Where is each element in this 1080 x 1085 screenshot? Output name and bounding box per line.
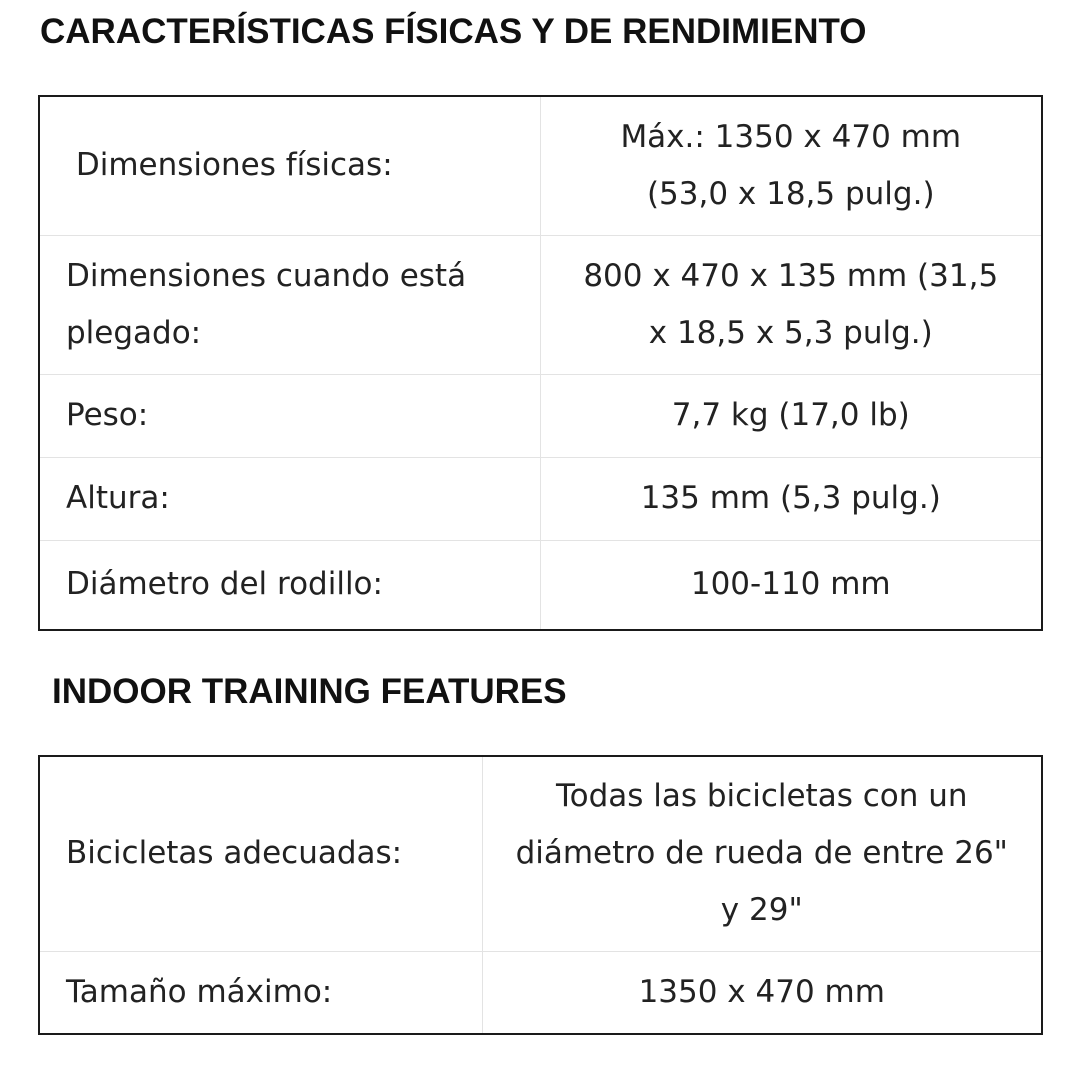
table-row: [39, 374, 1042, 457]
physical-specs-table: [38, 95, 1043, 631]
spec-value: 100-110 mm: [540, 540, 1042, 630]
table-row: [39, 235, 1042, 374]
table-row: [39, 457, 1042, 540]
spec-label: Peso:: [39, 374, 540, 457]
spec-label: Altura:: [39, 457, 540, 540]
spec-value: 800 x 470 x 135 mm (31,5 x 18,5 x 5,3 pulg.): [540, 235, 1042, 374]
indoor-training-table: [38, 755, 1043, 1035]
section-title-indoor-training: INDOOR TRAINING FEATURES: [52, 672, 567, 711]
spec-value: Máx.: 1350 x 470 mm (53,0 x 18,5 pulg.): [620, 118, 962, 212]
table-row: [39, 951, 1042, 1034]
spec-label: Tamaño máximo:: [39, 951, 482, 1034]
spec-value: 1350 x 470 mm: [482, 951, 1042, 1034]
spec-value: 7,7 kg (17,0 lb): [540, 374, 1042, 457]
spec-label: Dimensiones cuando está plegado:: [39, 235, 540, 374]
spec-label: Dimensiones físicas:: [39, 96, 540, 235]
spec-value: 135 mm (5,3 pulg.): [540, 457, 1042, 540]
spec-label: Bicicletas adecuadas:: [39, 756, 482, 951]
table-row: [39, 96, 1042, 235]
table-row: [39, 756, 1042, 951]
table-row: [39, 540, 1042, 630]
spec-label: Diámetro del rodillo:: [39, 540, 540, 630]
spec-value: Todas las bicicletas con un diámetro de rueda de entre 26" y 29": [515, 778, 1008, 929]
section-title-physical: CARACTERÍSTICAS FÍSICAS Y DE RENDIMIENTO: [40, 12, 867, 51]
